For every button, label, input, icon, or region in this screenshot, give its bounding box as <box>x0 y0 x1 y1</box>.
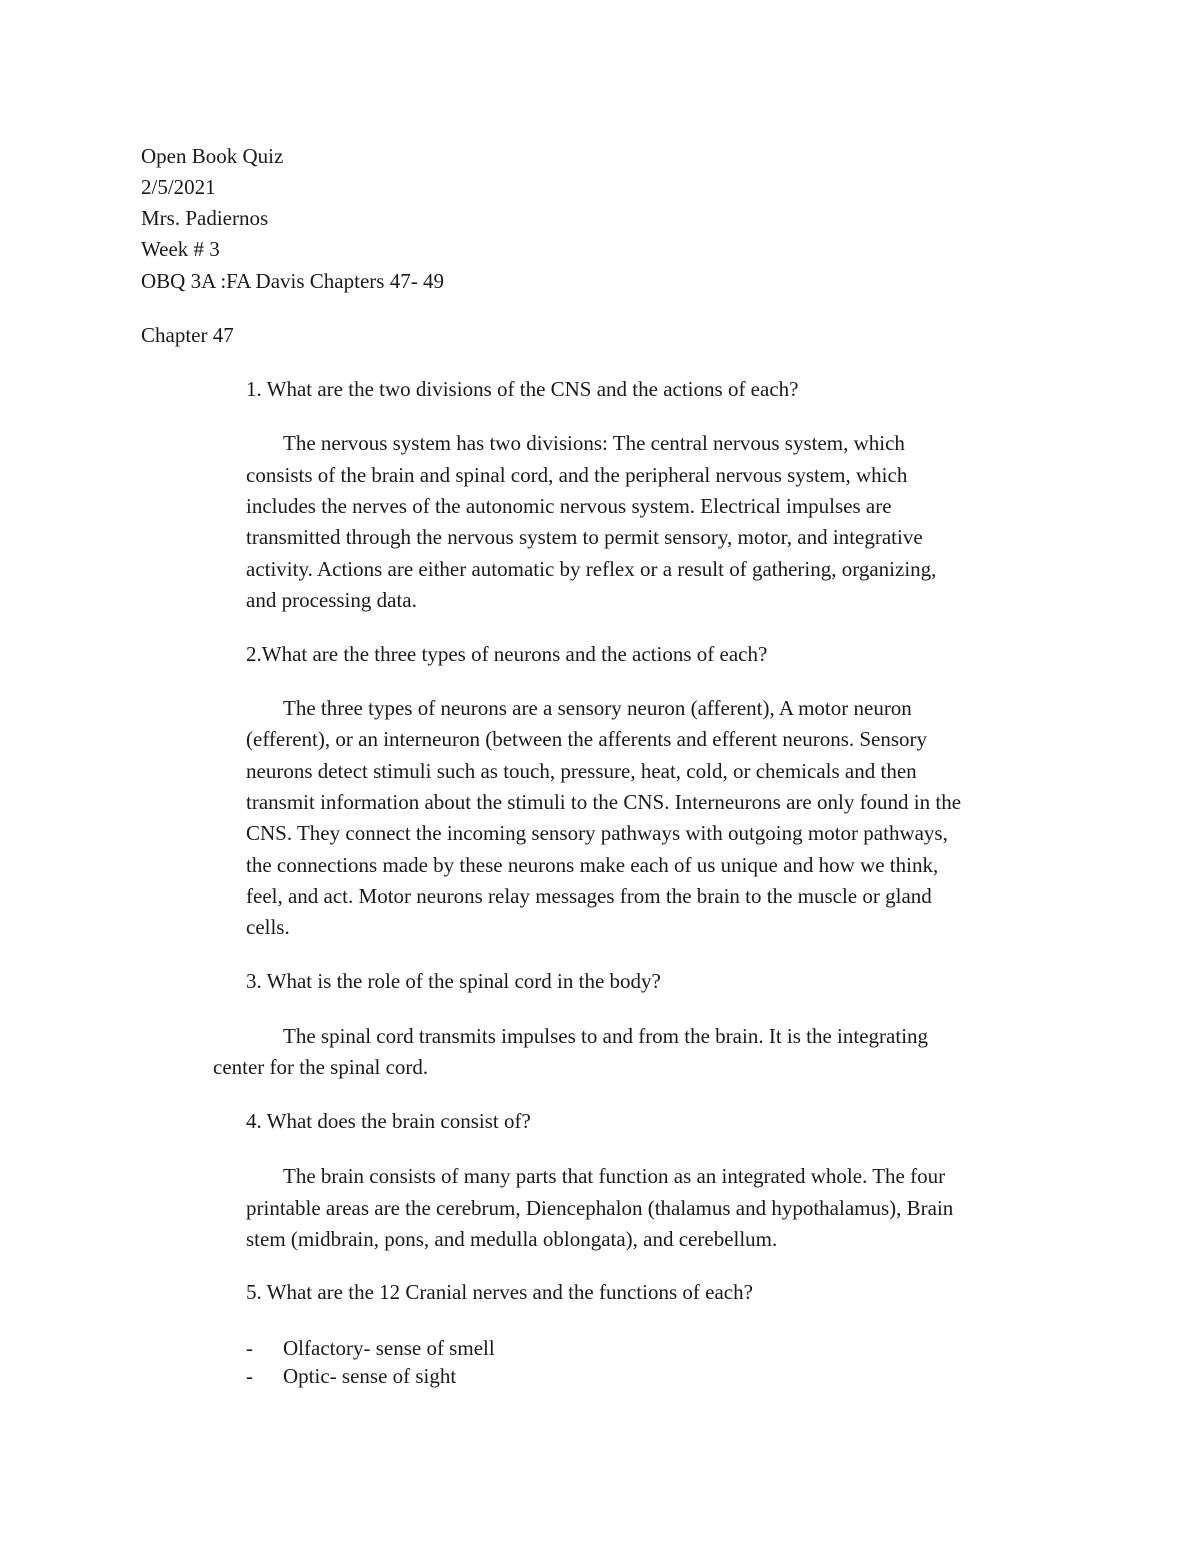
quiz-title: Open Book Quiz <box>141 144 284 168</box>
answer-4-line: printable areas are the cerebrum, Diencephalon (thalamus and hypothalamus), Brain <box>246 1196 954 1220</box>
answer-3-line: The spinal cord transmits impulses to and from the brain. It is the integrating <box>283 1024 929 1048</box>
cranial-nerve-item: Olfactory- sense of smell <box>283 1336 495 1360</box>
answer-2-line: transmit information about the stimuli to the CNS. Interneurons are only found in the <box>246 790 962 814</box>
answer-3-line: center for the spinal cord. <box>213 1055 429 1079</box>
cranial-nerve-item: Optic- sense of sight <box>283 1364 457 1388</box>
answer-1-line: consists of the brain and spinal cord, and the peripheral nervous system, which <box>246 463 908 487</box>
question-3: 3. What is the role of the spinal cord in the body? <box>246 969 661 993</box>
answer-1-line: activity. Actions are either automatic by reflex or a result of gathering, organizing, <box>246 557 937 581</box>
answer-2-line: The three types of neurons are a sensory neuron (afferent), A motor neuron <box>283 696 912 720</box>
answer-2-line: CNS. They connect the incoming sensory pathways with outgoing motor pathways, <box>246 821 948 845</box>
answer-1-line: transmitted through the nervous system to permit sensory, motor, and integrative <box>246 525 923 549</box>
answer-4-line: The brain consists of many parts that function as an integrated whole. The four <box>283 1164 946 1188</box>
answer-2-line: the connections made by these neurons make each of us unique and how we think, <box>246 853 939 877</box>
week-number: Week # 3 <box>141 237 220 261</box>
answer-1-line: The nervous system has two divisions: The central nervous system, which <box>283 431 905 455</box>
answer-4-line: stem (midbrain, pons, and medulla oblongata), and cerebellum. <box>246 1227 778 1251</box>
chapter-heading: Chapter 47 <box>141 323 234 347</box>
question-1: 1. What are the two divisions of the CNS and the actions of each? <box>246 377 799 401</box>
quiz-date: 2/5/2021 <box>141 175 216 199</box>
question-2: 2.What are the three types of neurons and the actions of each? <box>246 642 768 666</box>
bullet-marker: - <box>246 1364 253 1388</box>
bullet-marker: - <box>246 1336 253 1360</box>
teacher-name: Mrs. Padiernos <box>141 206 269 230</box>
question-5: 5. What are the 12 Cranial nerves and the functions of each? <box>246 1280 753 1304</box>
answer-2-line: feel, and act. Motor neurons relay messages from the brain to the muscle or gland <box>246 884 932 908</box>
answer-2-line: cells. <box>246 915 290 939</box>
answer-2-line: neurons detect stimuli such as touch, pressure, heat, cold, or chemicals and then <box>246 759 917 783</box>
assignment-title: OBQ 3A :FA Davis Chapters 47- 49 <box>141 269 444 293</box>
answer-2-line: (efferent), or an interneuron (between the afferents and efferent neurons. Sensory <box>246 727 928 751</box>
question-4: 4. What does the brain consist of? <box>246 1109 531 1133</box>
answer-1-line: includes the nerves of the autonomic nervous system. Electrical impulses are <box>246 494 892 518</box>
answer-1-line: and processing data. <box>246 588 417 612</box>
